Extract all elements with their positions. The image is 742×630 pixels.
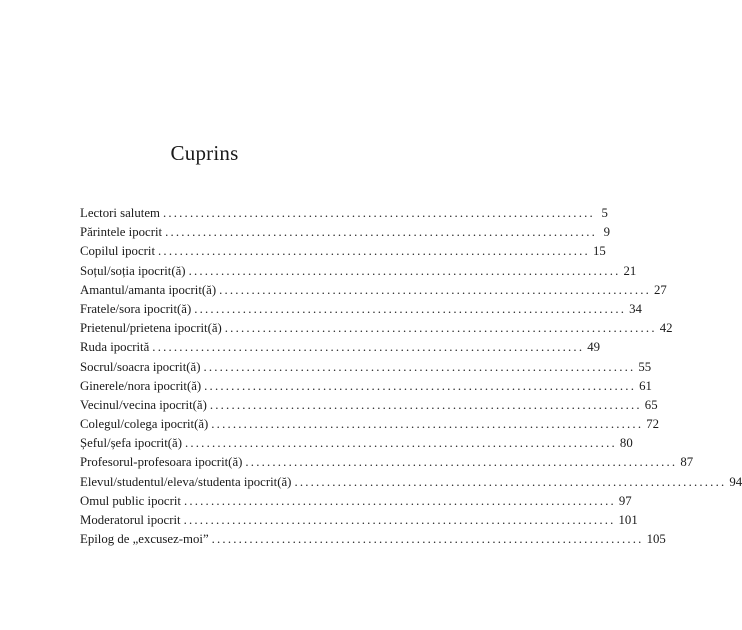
toc-page-number: 65 bbox=[644, 397, 658, 412]
toc-page-number: 27 bbox=[654, 282, 667, 297]
toc-entry-title: Epilog de „excusez-moi” bbox=[80, 532, 209, 547]
dot-leader: ................................................................................ bbox=[183, 493, 616, 508]
toc-page-number: 105 bbox=[646, 532, 666, 547]
toc-page-number: 9 bbox=[603, 225, 611, 240]
dot-leader: ................................................................................ bbox=[194, 301, 627, 316]
dot-leader: ................................................................................ bbox=[224, 321, 657, 336]
toc-entry-title: Colegul/colega ipocrit(ă) bbox=[80, 417, 209, 432]
dot-leader: ................................................................................ bbox=[294, 474, 727, 489]
dot-leader: ................................................................................ bbox=[152, 340, 585, 355]
toc-page-number: 15 bbox=[592, 244, 606, 259]
toc-entry-title: Copilul ipocrit bbox=[80, 244, 156, 259]
toc-entry bbox=[80, 223, 611, 242]
toc-entry bbox=[80, 511, 638, 530]
toc-entry-title: Moderatorul ipocrit bbox=[80, 513, 181, 527]
dot-leader: ................................................................................ bbox=[158, 244, 590, 259]
toc-page-number: 34 bbox=[629, 301, 642, 316]
toc-entry-title: Soțul/soția ipocrit(ă) bbox=[80, 263, 186, 278]
toc-entry bbox=[80, 473, 742, 492]
toc-page-number: 21 bbox=[623, 263, 637, 278]
toc-entry bbox=[80, 434, 633, 453]
toc-entry-title: Prietenul/prietena ipocrit(ă) bbox=[80, 321, 222, 336]
toc-entry-title: Socrul/soacra ipocrit(ă) bbox=[80, 359, 201, 374]
toc-page-number: 72 bbox=[646, 417, 660, 432]
toc-entry-title: Părintele ipocrit bbox=[80, 225, 163, 240]
dot-leader: ................................................................................ bbox=[204, 378, 637, 393]
table-of-contents bbox=[80, 204, 742, 549]
toc-entry bbox=[80, 530, 666, 549]
toc-page-number: 5 bbox=[601, 206, 608, 220]
toc-entry bbox=[80, 204, 608, 223]
toc-entry bbox=[80, 453, 694, 472]
toc-entry bbox=[80, 319, 673, 338]
dot-leader: ................................................................................ bbox=[219, 282, 652, 297]
dot-leader: ................................................................................ bbox=[211, 417, 644, 432]
toc-page-number: 97 bbox=[618, 493, 632, 508]
toc-page-number: 55 bbox=[638, 359, 652, 374]
toc-entry-title: Omul public ipocrit bbox=[80, 493, 181, 508]
toc-page-number: 94 bbox=[729, 474, 742, 489]
toc-entry-title: Vecinul/vecina ipocrit(ă) bbox=[80, 397, 207, 412]
toc-page-number: 80 bbox=[619, 436, 633, 451]
toc-entry-title: Ginerele/nora ipocrit(ă) bbox=[80, 378, 202, 393]
toc-entry bbox=[80, 242, 606, 261]
dot-leader: ................................................................................ bbox=[165, 225, 598, 240]
toc-entry-title: Ruda ipocrită bbox=[80, 340, 150, 355]
toc-entry bbox=[80, 338, 601, 357]
toc-entry bbox=[80, 492, 632, 511]
toc-entry-title: Șeful/șefa ipocrit(ă) bbox=[80, 436, 182, 451]
toc-entry bbox=[80, 377, 652, 396]
dot-leader: ................................................................................ bbox=[203, 359, 636, 374]
toc-entry-title: Profesorul-profesoara ipocrit(ă) bbox=[80, 455, 243, 470]
dot-leader: ................................................................................ bbox=[209, 397, 642, 412]
dot-leader: ................................................................................ bbox=[162, 206, 595, 220]
toc-page-number: 61 bbox=[639, 378, 652, 393]
toc-page-number: 87 bbox=[680, 455, 694, 470]
toc-page-number: 42 bbox=[659, 321, 673, 336]
toc-entry-title: Lectori salutem bbox=[80, 206, 160, 220]
dot-leader: ................................................................................ bbox=[211, 532, 644, 547]
dot-leader: ................................................................................ bbox=[245, 455, 678, 470]
toc-entry bbox=[80, 300, 642, 319]
toc-entry bbox=[80, 262, 637, 281]
toc-page-number: 49 bbox=[587, 340, 601, 355]
toc-entry bbox=[80, 396, 658, 415]
dot-leader: ................................................................................ bbox=[183, 513, 616, 527]
toc-entry bbox=[80, 358, 652, 377]
toc-entry-title: Amantul/amanta ipocrit(ă) bbox=[80, 282, 217, 297]
dot-leader: ................................................................................ bbox=[188, 263, 621, 278]
toc-entry bbox=[80, 281, 667, 300]
toc-entry bbox=[80, 415, 660, 434]
page-title: Cuprins bbox=[170, 141, 239, 165]
toc-entry-title: Fratele/sora ipocrit(ă) bbox=[80, 301, 192, 316]
toc-page-number: 101 bbox=[618, 513, 638, 527]
toc-entry-title: Elevul/studentul/eleva/studenta ipocrit(ă) bbox=[80, 474, 292, 489]
dot-leader: ................................................................................ bbox=[184, 436, 617, 451]
